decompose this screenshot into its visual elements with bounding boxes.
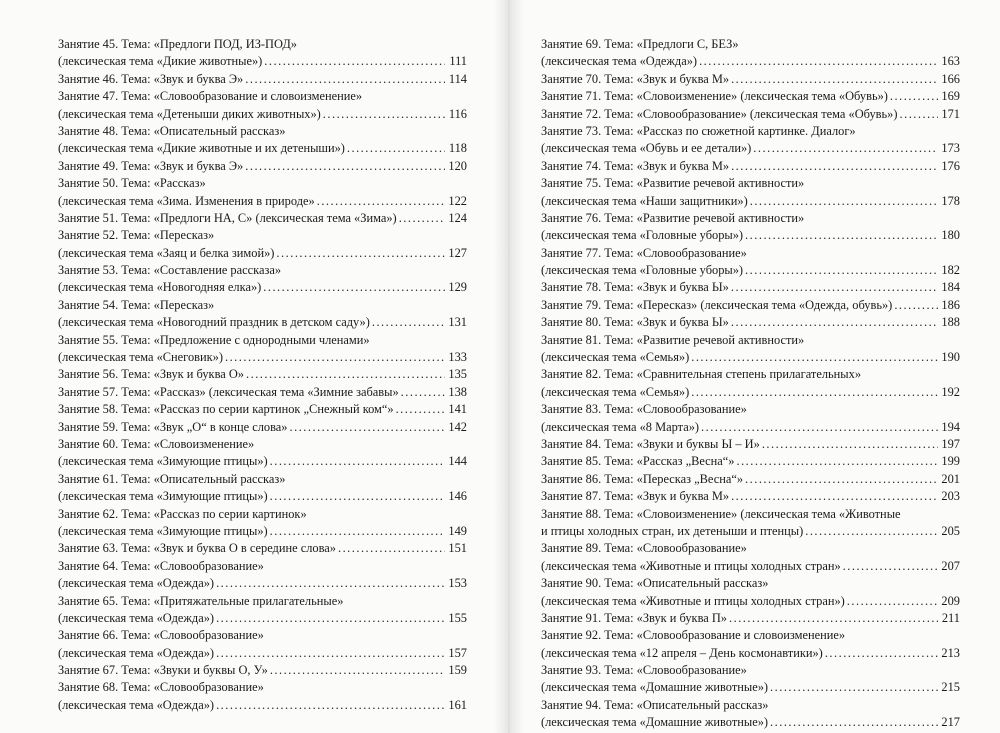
toc-page-number: 197 — [941, 436, 960, 451]
toc-page-number: 114 — [448, 71, 467, 86]
toc-line — [541, 627, 960, 644]
toc-line — [58, 227, 467, 244]
toc-line-text: Занятие 52. Тема: «Пересказ» — [58, 228, 215, 243]
toc-line — [541, 558, 960, 575]
toc-line-text: Занятие 57. Тема: «Рассказ» (лексическая тема «Зимние забавы» — [58, 384, 399, 399]
toc-leader-dots — [701, 419, 938, 436]
book-gutter — [494, 0, 524, 733]
toc-line-text: Занятие 54. Тема: «Пересказ» — [58, 297, 215, 312]
toc-leader-dots — [276, 245, 445, 262]
toc-line — [541, 175, 960, 192]
toc-line-text: Занятие 77. Тема: «Словообразование» — [541, 245, 747, 260]
toc-line — [541, 523, 960, 540]
toc-leader-dots — [745, 471, 938, 488]
toc-leader-dots — [290, 419, 446, 436]
toc-line — [541, 540, 960, 557]
toc-line — [541, 471, 960, 488]
toc-line-text: Занятие 76. Тема: «Развитие речевой активности» — [541, 210, 805, 225]
toc-line — [58, 349, 467, 366]
toc-page-number: 186 — [941, 297, 960, 312]
toc-line — [541, 123, 960, 140]
toc-leader-dots — [770, 679, 938, 696]
toc-leader-dots — [745, 262, 938, 279]
toc-page-number: 142 — [448, 419, 467, 434]
toc-line — [58, 384, 467, 401]
toc-leader-dots — [245, 71, 445, 88]
toc-line — [58, 523, 467, 540]
toc-leader-dots — [762, 436, 938, 453]
toc-line-text: (лексическая тема «Наши защитники») — [541, 193, 748, 208]
toc-page-number: 201 — [941, 471, 960, 486]
toc-line-text: Занятие 62. Тема: «Рассказ по серии картинок» — [58, 506, 307, 521]
toc-line-text: Занятие 47. Тема: «Словообразование и словоизменение» — [58, 89, 363, 104]
toc-line-text: Занятие 79. Тема: «Пересказ» (лексическая тема «Одежда, обувь») — [541, 297, 893, 312]
toc-line — [541, 262, 960, 279]
toc-line — [58, 297, 467, 314]
toc-leader-dots — [323, 106, 445, 123]
toc-page-number: 184 — [941, 280, 960, 295]
toc-page-number: 217 — [941, 715, 960, 730]
toc-line — [58, 662, 467, 679]
toc-line-text: Занятие 65. Тема: «Притяжательные прилагательные» — [58, 593, 344, 608]
toc-line-text: и птицы холодных стран, их детеныши и птенцы) — [541, 523, 804, 538]
toc-leader-dots — [890, 88, 938, 105]
toc-line-text: Занятие 86. Тема: «Пересказ „Весна“» — [541, 471, 744, 486]
toc-leader-dots — [699, 53, 938, 70]
toc-page-number: 211 — [941, 610, 960, 625]
toc-line-text: Занятие 74. Тема: «Звук и буква М» — [541, 158, 730, 173]
toc-page-number: 176 — [941, 158, 960, 173]
toc-leader-dots — [691, 349, 938, 366]
toc-page-number: 131 — [448, 315, 467, 330]
toc-page-number: 127 — [448, 245, 467, 260]
toc-leader-dots — [805, 523, 938, 540]
toc-line — [541, 714, 960, 731]
toc-line-text: Занятие 53. Тема: «Составление рассказа» — [58, 263, 282, 278]
toc-leader-dots — [216, 610, 445, 627]
toc-line — [541, 210, 960, 227]
toc-line-text: Занятие 72. Тема: «Словообразование» (лексическая тема «Обувь») — [541, 106, 898, 121]
toc-line-text: Занятие 78. Тема: «Звук и буква Ы» — [541, 280, 729, 295]
toc-leader-dots — [317, 193, 445, 210]
toc-line — [541, 436, 960, 453]
toc-line-text: Занятие 69. Тема: «Предлоги С, БЕЗ» — [541, 37, 739, 51]
toc-line — [58, 679, 467, 696]
toc-line-text: (лексическая тема «Домашние животные») — [541, 715, 769, 730]
toc-line — [58, 575, 467, 592]
toc-line-text: Занятие 64. Тема: «Словообразование» — [58, 558, 264, 573]
toc-page-number: 155 — [448, 610, 467, 625]
toc-leader-dots — [731, 279, 938, 296]
toc-line — [541, 645, 960, 662]
toc-line-text: (лексическая тема «Зимующие птицы») — [58, 454, 268, 469]
toc-line — [541, 697, 960, 714]
toc-leader-dots — [847, 593, 938, 610]
toc-line-text: Занятие 91. Тема: «Звук и буква П» — [541, 610, 728, 625]
toc-page-number: 207 — [941, 558, 960, 573]
toc-line-text: (лексическая тема «Новогодний праздник в детском саду») — [58, 315, 370, 330]
toc-line — [58, 262, 467, 279]
toc-line-text: Занятие 45. Тема: «Предлоги ПОД, ИЗ-ПОД» — [58, 37, 297, 51]
toc-leader-dots — [843, 558, 938, 575]
toc-line — [541, 506, 960, 523]
toc-line-text: (лексическая тема «12 апреля – День космонавтики») — [541, 645, 823, 660]
toc-leader-dots — [825, 645, 938, 662]
toc-line — [541, 419, 960, 436]
toc-leader-dots — [338, 540, 445, 557]
toc-line — [541, 36, 960, 53]
toc-page-number: 116 — [448, 106, 467, 121]
toc-page-number: 129 — [448, 280, 467, 295]
toc-line — [58, 140, 467, 157]
toc-line-text: (лексическая тема «Семья») — [541, 350, 690, 365]
toc-line-text: (лексическая тема «Одежда») — [58, 697, 215, 712]
toc-line-text: Занятие 48. Тема: «Описательный рассказ» — [58, 123, 286, 138]
toc-leader-dots — [246, 366, 445, 383]
toc-line — [58, 245, 467, 262]
toc-line-text: Занятие 92. Тема: «Словообразование и словоизменение» — [541, 628, 846, 643]
toc-leader-dots — [900, 106, 939, 123]
toc-line — [541, 488, 960, 505]
toc-line — [58, 627, 467, 644]
toc-line — [58, 436, 467, 453]
toc-line-text: Занятие 46. Тема: «Звук и буква Э» — [58, 71, 244, 86]
toc-leader-dots — [399, 210, 445, 227]
toc-page-number: 192 — [941, 384, 960, 399]
toc-leader-dots — [396, 401, 445, 418]
toc-line-text: Занятие 94. Тема: «Описательный рассказ» — [541, 697, 769, 712]
toc-page-number: 173 — [941, 141, 960, 156]
toc-line-text: Занятие 90. Тема: «Описательный рассказ» — [541, 576, 769, 591]
toc-line-text: (лексическая тема «Одежда») — [58, 645, 215, 660]
toc-page-number: 133 — [448, 350, 467, 365]
toc-line-text: Занятие 59. Тема: «Звук „О“ в конце слова» — [58, 419, 288, 434]
toc-line-text: (лексическая тема «Домашние животные») — [541, 680, 769, 695]
toc-line-text: Занятие 89. Тема: «Словообразование» — [541, 541, 747, 556]
toc-line-text: (лексическая тема «Одежда») — [541, 54, 698, 69]
toc-line — [58, 558, 467, 575]
toc-line — [58, 506, 467, 523]
toc-line — [541, 453, 960, 470]
toc-leader-dots — [770, 714, 938, 731]
toc-line — [58, 645, 467, 662]
toc-line-text: Занятие 58. Тема: «Рассказ по серии картинок „Снежный ком“» — [58, 402, 394, 417]
toc-line-text: Занятие 60. Тема: «Словоизменение» — [58, 436, 255, 451]
toc-line — [58, 210, 467, 227]
toc-line — [58, 610, 467, 627]
toc-line-text: Занятие 68. Тема: «Словообразование» — [58, 680, 264, 695]
toc-line-text: Занятие 67. Тема: «Звуки и буквы О, У» — [58, 663, 268, 678]
toc-line — [58, 366, 467, 383]
toc-page-number: 163 — [941, 54, 960, 69]
toc-leader-dots — [270, 453, 445, 470]
toc-right-page — [541, 36, 960, 732]
toc-line-text: Занятие 82. Тема: «Сравнительная степень прилагательных» — [541, 367, 862, 382]
toc-line — [541, 349, 960, 366]
toc-page-number: 203 — [941, 489, 960, 504]
toc-line — [541, 384, 960, 401]
toc-line — [541, 610, 960, 627]
toc-leader-dots — [745, 227, 938, 244]
toc-leader-dots — [753, 140, 938, 157]
toc-line-text: Занятие 50. Тема: «Рассказ» — [58, 176, 206, 191]
toc-page-number: 141 — [448, 402, 467, 417]
toc-leader-dots — [225, 349, 445, 366]
toc-leader-dots — [372, 314, 445, 331]
toc-line-text: (лексическая тема «Дикие животные и их детеныши») — [58, 141, 345, 156]
toc-line — [541, 53, 960, 70]
toc-page-number: 151 — [448, 541, 467, 556]
toc-line — [541, 662, 960, 679]
toc-leader-dots — [750, 193, 938, 210]
toc-line-text: Занятие 61. Тема: «Описательный рассказ» — [58, 471, 286, 486]
toc-leader-dots — [731, 488, 938, 505]
toc-page-number: 190 — [941, 350, 960, 365]
toc-line-text: Занятие 75. Тема: «Развитие речевой активности» — [541, 176, 805, 191]
toc-line — [58, 279, 467, 296]
toc-leader-dots — [347, 140, 445, 157]
toc-line-text: Занятие 56. Тема: «Звук и буква О» — [58, 367, 245, 382]
toc-line — [58, 697, 467, 714]
toc-leader-dots — [264, 53, 445, 70]
toc-line — [58, 314, 467, 331]
toc-page-number: 149 — [448, 523, 467, 538]
toc-line — [541, 679, 960, 696]
toc-line — [58, 158, 467, 175]
toc-line — [541, 245, 960, 262]
toc-line — [58, 88, 467, 105]
toc-line-text: (лексическая тема «Обувь и ее детали») — [541, 141, 752, 156]
toc-page-number: 124 — [448, 210, 467, 225]
toc-leader-dots — [731, 314, 938, 331]
toc-page-number: 159 — [448, 663, 467, 678]
toc-line-text: Занятие 55. Тема: «Предложение с однородными членами» — [58, 332, 370, 347]
toc-page-number: 138 — [448, 384, 467, 399]
toc-line-text: (лексическая тема «Животные и птицы холодных стран») — [541, 593, 845, 608]
toc-line — [541, 593, 960, 610]
toc-leader-dots — [894, 297, 938, 314]
toc-page-number: 215 — [941, 680, 960, 695]
toc-page-number: 161 — [448, 697, 467, 712]
toc-line-text: (лексическая тема «Новогодняя елка») — [58, 280, 262, 295]
toc-line-text: Занятие 70. Тема: «Звук и буква М» — [541, 71, 730, 86]
toc-line-text: Занятие 73. Тема: «Рассказ по сюжетной картинке. Диалог» — [541, 123, 856, 138]
toc-page-number: 120 — [448, 158, 467, 173]
toc-page-number: 209 — [941, 593, 960, 608]
toc-leader-dots — [736, 453, 938, 470]
toc-line-text: (лексическая тема «Семья») — [541, 384, 690, 399]
toc-line — [58, 488, 467, 505]
toc-page-number: 205 — [941, 523, 960, 538]
toc-line — [541, 366, 960, 383]
toc-line-text: Занятие 87. Тема: «Звук и буква М» — [541, 489, 730, 504]
toc-line — [58, 453, 467, 470]
toc-line-text: Занятие 81. Тема: «Развитие речевой активности» — [541, 332, 805, 347]
toc-leader-dots — [216, 575, 445, 592]
toc-line — [541, 193, 960, 210]
toc-line-text: (лексическая тема «Зимующие птицы») — [58, 489, 268, 504]
toc-line-text: (лексическая тема «Головные уборы») — [541, 263, 744, 278]
toc-leader-dots — [270, 662, 445, 679]
toc-line-text: (лексическая тема «Детеныши диких животных») — [58, 106, 321, 121]
toc-page-number: 157 — [448, 645, 467, 660]
toc-page-number: 171 — [941, 106, 960, 121]
toc-line-text: (лексическая тема «Одежда») — [58, 610, 215, 625]
toc-line — [541, 106, 960, 123]
toc-line — [58, 175, 467, 192]
toc-line — [58, 106, 467, 123]
toc-line-text: Занятие 88. Тема: «Словоизменение» (лексическая тема «Животные — [541, 506, 901, 521]
toc-line — [58, 71, 467, 88]
toc-page-number: 169 — [941, 89, 960, 104]
toc-line-text: (лексическая тема «Одежда») — [58, 576, 215, 591]
toc-line-text: Занятие 93. Тема: «Словообразование» — [541, 663, 747, 678]
toc-line-text: (лексическая тема «8 Марта») — [541, 419, 700, 434]
toc-line-text: Занятие 85. Тема: «Рассказ „Весна“» — [541, 454, 735, 469]
toc-page-number: 144 — [448, 454, 467, 469]
toc-page-number: 178 — [941, 193, 960, 208]
toc-line — [58, 593, 467, 610]
toc-line-text: Занятие 83. Тема: «Словообразование» — [541, 402, 747, 417]
toc-page-number: 111 — [449, 54, 467, 69]
toc-line — [541, 332, 960, 349]
toc-line — [541, 227, 960, 244]
toc-line-text: Занятие 49. Тема: «Звук и буква Э» — [58, 158, 244, 173]
toc-line-text: (лексическая тема «Заяц и белка зимой») — [58, 245, 275, 260]
toc-page-number: 166 — [941, 71, 960, 86]
toc-page-number: 135 — [448, 367, 467, 382]
toc-line-text: Занятие 51. Тема: «Предлоги НА, С» (лексическая тема «Зима») — [58, 210, 397, 225]
toc-line-text: Занятие 66. Тема: «Словообразование» — [58, 628, 264, 643]
toc-line — [541, 158, 960, 175]
toc-leader-dots — [270, 488, 445, 505]
toc-page-number: 153 — [448, 576, 467, 591]
toc-page-number: 122 — [448, 193, 467, 208]
toc-page-number: 118 — [448, 141, 467, 156]
toc-line-text: (лексическая тема «Дикие животные») — [58, 54, 263, 69]
toc-page-number: 213 — [941, 645, 960, 660]
toc-leader-dots — [245, 158, 445, 175]
toc-line — [58, 419, 467, 436]
toc-line — [541, 88, 960, 105]
toc-line — [541, 401, 960, 418]
toc-line-text: (лексическая тема «Зимующие птицы») — [58, 523, 268, 538]
toc-line — [541, 71, 960, 88]
toc-page-number: 199 — [941, 454, 960, 469]
toc-leader-dots — [691, 384, 938, 401]
toc-line-text: Занятие 63. Тема: «Звук и буква О в середине слова» — [58, 541, 336, 556]
toc-page-number: 146 — [448, 489, 467, 504]
toc-page-number: 188 — [941, 315, 960, 330]
toc-line — [58, 332, 467, 349]
toc-line — [541, 279, 960, 296]
toc-leader-dots — [401, 384, 445, 401]
toc-line-text: Занятие 80. Тема: «Звук и буква Ы» — [541, 315, 729, 330]
toc-line — [58, 401, 467, 418]
toc-line-text: (лексическая тема «Животные и птицы холодных стран» — [541, 558, 841, 573]
toc-line — [58, 193, 467, 210]
toc-line — [58, 540, 467, 557]
toc-page-number: 182 — [941, 263, 960, 278]
toc-line-text: (лексическая тема «Снеговик») — [58, 350, 223, 365]
toc-line — [541, 314, 960, 331]
toc-leader-dots — [731, 71, 938, 88]
toc-leader-dots — [270, 523, 445, 540]
toc-line-text: Занятие 71. Тема: «Словоизменение» (лексическая тема «Обувь») — [541, 89, 888, 104]
toc-page-number: 194 — [941, 419, 960, 434]
toc-page-number: 180 — [941, 228, 960, 243]
toc-leader-dots — [731, 158, 938, 175]
toc-line — [58, 36, 467, 53]
toc-line — [541, 297, 960, 314]
toc-leader-dots — [263, 279, 445, 296]
toc-line-text: (лексическая тема «Головные уборы») — [541, 228, 744, 243]
toc-line — [58, 123, 467, 140]
toc-line — [58, 53, 467, 70]
toc-left-page — [58, 36, 467, 714]
toc-line-text: Занятие 84. Тема: «Звуки и буквы Ы – И» — [541, 436, 760, 451]
toc-line — [541, 140, 960, 157]
toc-line — [541, 575, 960, 592]
toc-leader-dots — [729, 610, 938, 627]
toc-line — [58, 471, 467, 488]
toc-leader-dots — [216, 697, 445, 714]
toc-line-text: (лексическая тема «Зима. Изменения в природе» — [58, 193, 315, 208]
toc-leader-dots — [216, 645, 445, 662]
